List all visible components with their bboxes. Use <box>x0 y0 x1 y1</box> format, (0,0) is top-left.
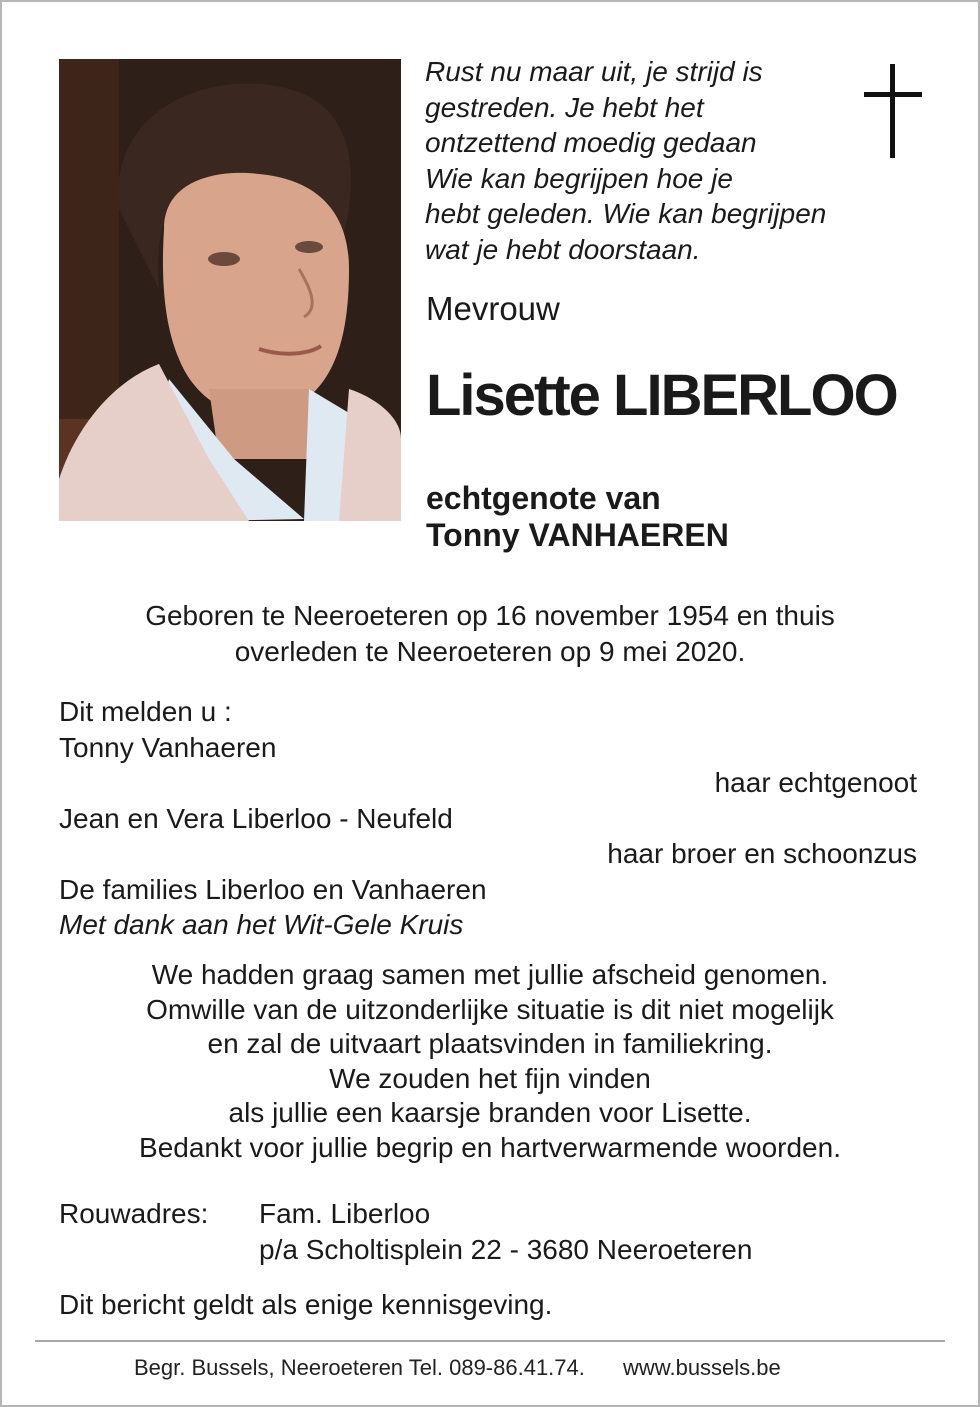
poem-line: Wie kan begrijpen hoe je <box>425 162 733 194</box>
birth-death-info <box>0 598 980 669</box>
spouse-block <box>426 480 729 554</box>
message <box>0 958 980 1165</box>
address-value <box>259 1196 752 1267</box>
families-line: De families Liberloo en Vanhaeren <box>59 873 487 905</box>
address-line: p/a Scholtisplein 22 - 3680 Neeroeteren <box>259 1233 753 1265</box>
poem-line: Rust nu maar uit, je strijd is <box>425 56 763 87</box>
message-line: We zouden het fijn vinden <box>329 1062 651 1094</box>
poem-line: wat je hebt doorstaan. <box>425 233 701 265</box>
poem <box>425 54 865 267</box>
announcer-name: Tonny Vanhaeren <box>59 731 277 763</box>
spouse-name: Tonny VANHAEREN <box>426 517 729 553</box>
website-link[interactable]: www.bussels.be <box>623 1355 781 1380</box>
thanks-line: Met dank aan het Wit-Gele Kruis <box>59 909 464 940</box>
deceased-name: Lisette LIBERLOO <box>426 363 897 428</box>
announcers-intro: Dit melden u : <box>59 696 232 727</box>
message-line: Omwille van de uitzonderlijke situatie is dit niet mogelijk <box>146 993 834 1025</box>
birth-line: Geboren te Neeroeteren op 16 november 1954 en thuis <box>145 600 835 631</box>
announcer-relation: haar broer en schoonzus <box>607 838 917 869</box>
announcers <box>59 694 917 943</box>
poem-line: gestreden. Je hebt het <box>425 91 704 123</box>
announcer-relation: haar echtgenoot <box>714 767 917 798</box>
address-line: Fam. Liberloo <box>259 1198 431 1229</box>
message-line: en zal de uitvaart plaatsvinden in familiekring. <box>207 1028 773 1059</box>
message-line: als jullie een kaarsje branden voor Lisette. <box>228 1097 752 1128</box>
cross-icon <box>864 64 922 158</box>
relation-label: echtgenote van <box>426 480 661 516</box>
poem-line: hebt geleden. Wie kan begrijpen <box>425 198 827 229</box>
poem-line: ontzettend moedig gedaan <box>425 127 757 158</box>
death-line: overleden te Neeroeteren op 9 mei 2020. <box>234 635 746 667</box>
portrait-photo <box>59 59 401 521</box>
honorific: Mevrouw <box>426 290 560 327</box>
message-line: We hadden graag samen met jullie afscheid genomen. <box>151 959 829 990</box>
notice-text: Dit bericht geldt als enige kennisgeving. <box>59 1289 553 1320</box>
announcer-name: Jean en Vera Liberloo - Neufeld <box>59 802 453 834</box>
undertaker-info: Begr. Bussels, Neeroeteren Tel. 089-86.41.74. <box>134 1355 585 1380</box>
address-label: Rouwadres: <box>59 1198 209 1229</box>
message-line: Bedankt voor jullie begrip en hartverwarmende woorden. <box>139 1131 841 1163</box>
footer <box>134 1355 781 1381</box>
footer-divider <box>35 1340 945 1342</box>
